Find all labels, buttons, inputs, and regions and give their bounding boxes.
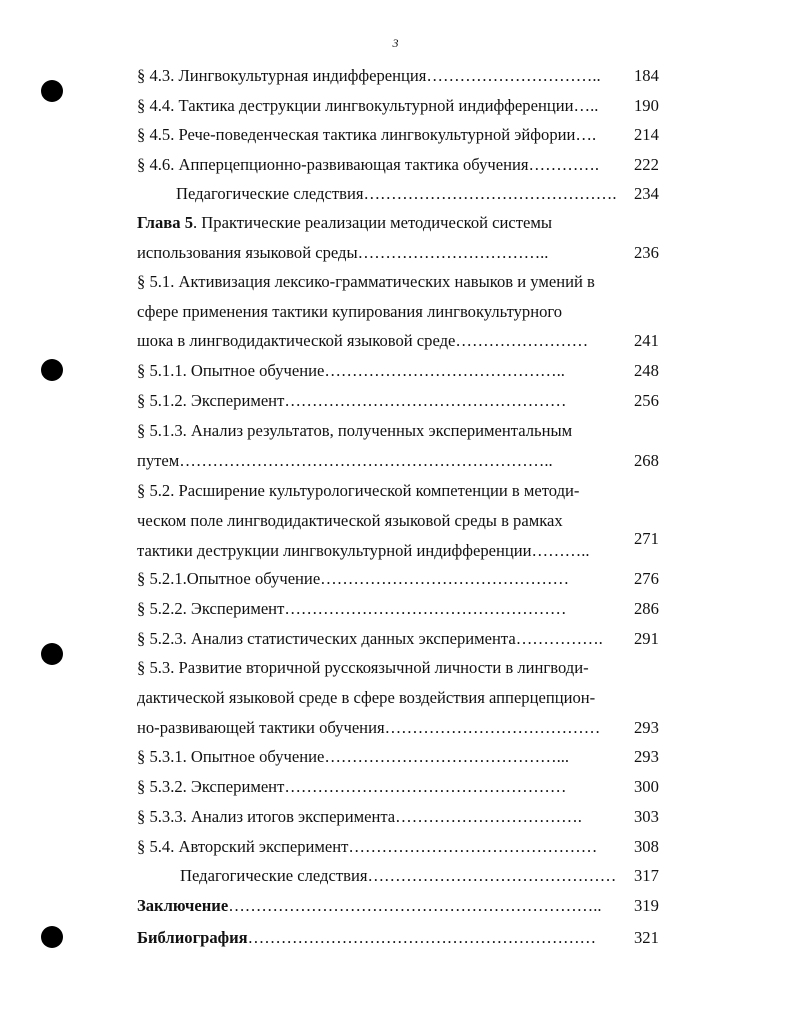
- toc-entry-5-3-line1[interactable]: § 5.3. Развитие вторичной русскоязычной личности в лингводи-: [137, 658, 589, 677]
- punch-hole-2: [41, 359, 63, 381]
- toc-page-5-3-3: 303: [634, 807, 659, 826]
- toc-entry-5-3-1[interactable]: § 5.3.1. Опытное обучение……………………………………...: [137, 747, 570, 766]
- toc-page-4-5: 214: [634, 125, 659, 144]
- toc-chapter-5-cont[interactable]: использования языковой среды……………………………..: [137, 243, 549, 262]
- toc-page-5-3-1: 293: [634, 747, 659, 766]
- toc-entry-5-1-3-line2[interactable]: путем…………………………………………………………..: [137, 451, 553, 470]
- toc-page-5-3-2: 300: [634, 777, 659, 796]
- toc-entry-4-5[interactable]: § 4.5. Рече-поведенческая тактика лингвокультурной эйфории….: [137, 125, 597, 144]
- toc-entry-5-4[interactable]: § 5.4. Авторский эксперимент………………………………………: [137, 837, 598, 856]
- toc-entry-conclusion[interactable]: Заключение…………………………………………………………..: [137, 896, 602, 915]
- punch-hole-3: [41, 643, 63, 665]
- toc-entry-4-4[interactable]: § 4.4. Тактика деструкции лингвокультурной индифференции…..: [137, 96, 599, 115]
- toc-page-5-3: 293: [634, 718, 659, 737]
- toc-entry-5-2-3[interactable]: § 5.2.3. Анализ статистических данных эксперимента…………….: [137, 629, 603, 648]
- toc-entry-5-2-1[interactable]: § 5.2.1.Опытное обучение………………………………………: [137, 569, 570, 588]
- toc-entry-5-1-line3[interactable]: шока в лингводидактической языковой среде……………………: [137, 331, 589, 350]
- punch-hole-4: [41, 926, 63, 948]
- toc-entry-5-2-line1[interactable]: § 5.2. Расширение культурологической компетенции в методи-: [137, 481, 580, 500]
- toc-entry-4-6[interactable]: § 4.6. Апперцепционно-развивающая тактика обучения………….: [137, 155, 600, 174]
- toc-entry-5-1-line2[interactable]: сфере применения тактики купирования лингвокультурного: [137, 302, 563, 321]
- toc-page-ped-5: 317: [634, 866, 659, 885]
- toc-entry-ped-4[interactable]: Педагогические следствия……………………………………….: [176, 184, 617, 203]
- toc-page-4-6: 222: [634, 155, 659, 174]
- toc-entry-5-1-1[interactable]: § 5.1.1. Опытное обучение……………………………………..: [137, 361, 565, 380]
- toc-entry-ped-5[interactable]: Педагогические следствия………………………………………: [180, 866, 617, 885]
- toc-entry-5-2-2[interactable]: § 5.2.2. Эксперимент……………………………………………: [137, 599, 567, 618]
- toc-entry-5-1-2[interactable]: § 5.1.2. Эксперимент……………………………………………: [137, 391, 567, 410]
- toc-entry-5-2-line2[interactable]: ческом поле лингводидактической языковой среды в рамках: [137, 511, 563, 530]
- toc-chapter-5-title[interactable]: Глава 5. Практические реализации методической системы: [137, 213, 553, 232]
- toc-page-5-4: 308: [634, 837, 659, 856]
- toc-entry-5-2-line3[interactable]: тактики деструкции лингвокультурной индифференции………..: [137, 541, 590, 560]
- toc-page-5-2-1: 276: [634, 569, 659, 588]
- toc-page-4-4: 190: [634, 96, 659, 115]
- toc-entry-5-3-line2[interactable]: дактической языковой среде в сфере воздействия апперцепцион-: [137, 688, 596, 707]
- toc-page-5-1: 241: [634, 331, 659, 350]
- toc-entry-5-3-line3[interactable]: но-развивающей тактики обучения…………………………………: [137, 718, 601, 737]
- toc-entry-bibliography[interactable]: Библиография………………………………………………………: [137, 928, 597, 947]
- toc-page-conclusion: 319: [634, 896, 659, 915]
- toc-entry-5-3-3[interactable]: § 5.3.3. Анализ итогов эксперимента…………………………….: [137, 807, 582, 826]
- toc-page-5-1-2: 256: [634, 391, 659, 410]
- toc-entry-5-3-2[interactable]: § 5.3.2. Эксперимент……………………………………………: [137, 777, 567, 796]
- toc-page-5-2-2: 286: [634, 599, 659, 618]
- toc-entry-4-3[interactable]: § 4.3. Лингвокультурная индифференция…………………………..: [137, 66, 601, 85]
- toc-page-5-1-3: 268: [634, 451, 659, 470]
- toc-entry-5-1-3-line1[interactable]: § 5.1.3. Анализ результатов, полученных экспериментальным: [137, 421, 573, 440]
- toc-page-5-2: 271: [634, 529, 659, 548]
- toc-page-chapter-5: 236: [634, 243, 659, 262]
- toc-page-ped-4: 234: [634, 184, 659, 203]
- toc-page-bibliography: 321: [634, 928, 659, 947]
- punch-hole-1: [41, 80, 63, 102]
- toc-page-4-3: 184: [634, 66, 659, 85]
- page-number: 3: [392, 36, 399, 50]
- toc-page-5-1-1: 248: [634, 361, 659, 380]
- toc-page-5-2-3: 291: [634, 629, 659, 648]
- toc-entry-5-1-line1[interactable]: § 5.1. Активизация лексико-грамматических навыков и умений в: [137, 272, 595, 291]
